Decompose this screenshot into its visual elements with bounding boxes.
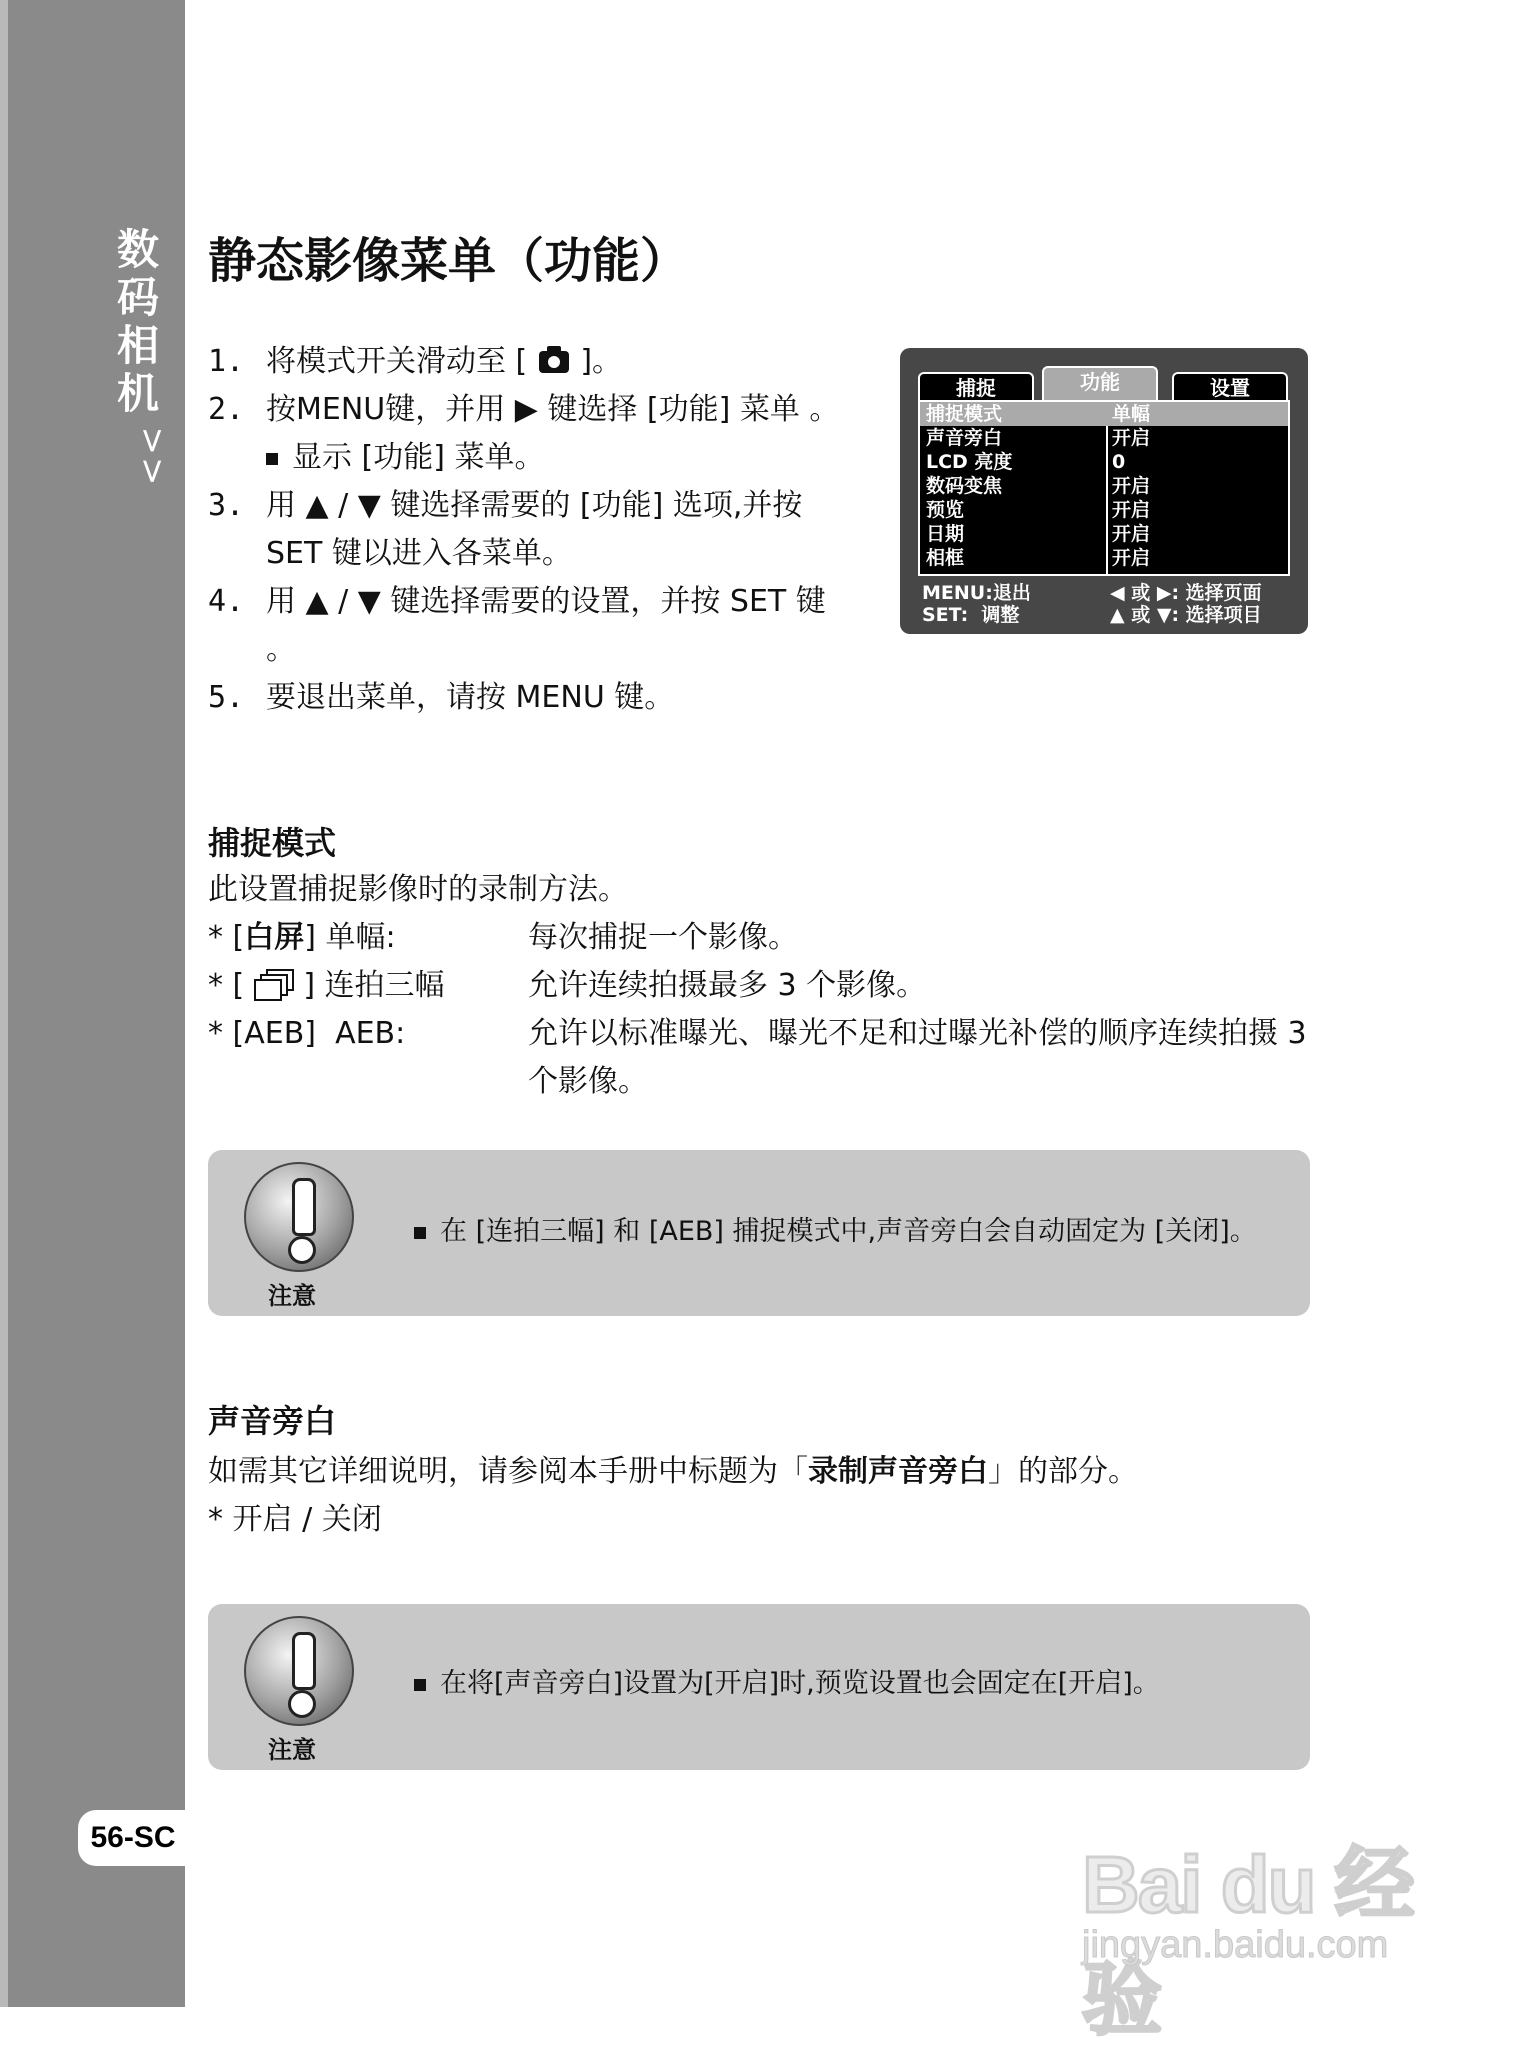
hint-select-item: ▲ 或 ▼: 选择项目 bbox=[1110, 604, 1262, 626]
menu-row-key: LCD 亮度 bbox=[926, 451, 1013, 473]
mode-description: 每次捕捉一个影像。 bbox=[528, 920, 798, 955]
sidebar-edge bbox=[0, 0, 8, 2007]
bullet-square-icon bbox=[414, 1679, 426, 1691]
menu-row-value: 开启 bbox=[1112, 499, 1151, 521]
menu-row-digital-zoom[interactable] bbox=[920, 474, 1288, 498]
menu-row-voice-memo[interactable] bbox=[920, 426, 1288, 450]
menu-row-value: 0 bbox=[1112, 451, 1126, 473]
step-text-start: 将模式开关滑动至 [ bbox=[266, 344, 537, 379]
note-text bbox=[414, 1212, 1257, 1252]
camera-menu-screen bbox=[900, 348, 1308, 634]
note-box-1 bbox=[208, 1150, 1310, 1316]
bullet-square-icon bbox=[266, 453, 278, 465]
sidebar-title: 数 码 相 机 bbox=[116, 225, 159, 418]
warning-exclamation-icon bbox=[244, 1616, 354, 1726]
menu-row-key: 数码变焦 bbox=[926, 475, 1003, 497]
step-number: 5. bbox=[208, 680, 245, 715]
menu-row-value: 开启 bbox=[1112, 523, 1151, 545]
menu-row-frame[interactable] bbox=[920, 546, 1288, 570]
step-5 bbox=[208, 674, 856, 722]
mode-label-prefix: * [ bbox=[208, 968, 254, 1003]
note-text bbox=[414, 1664, 1160, 1704]
tab-capture[interactable]: 捕捉 bbox=[918, 372, 1034, 400]
mode-label-bold: 白屏 bbox=[244, 920, 305, 955]
hint-set-adjust: SET: 调整 bbox=[922, 604, 1020, 626]
watermark-url: jingyan.baidu.com bbox=[1082, 1924, 1389, 1966]
menu-row-key: 预览 bbox=[926, 499, 965, 521]
capture-mode-heading: 捕捉模式 bbox=[208, 824, 337, 862]
sidebar-arrows: >> bbox=[132, 426, 173, 488]
sub-bullet-text: 显示 [功能] 菜单。 bbox=[292, 440, 545, 475]
step-text-end: ]。 bbox=[570, 344, 623, 379]
menu-row-key: 捕捉模式 bbox=[926, 403, 1003, 425]
mode-label bbox=[208, 914, 396, 962]
steps-list bbox=[208, 338, 856, 722]
page-title: 静态影像菜单（功能） bbox=[208, 233, 689, 289]
watermark-logo: Bai du 经验 bbox=[1082, 1840, 1413, 2044]
voice-memo-text-start: 如需其它详细说明，请参阅本手册中标题为「 bbox=[208, 1454, 808, 1489]
step-number: 4. bbox=[208, 584, 245, 619]
menu-row-value: 开启 bbox=[1112, 475, 1151, 497]
step-3 bbox=[208, 482, 856, 578]
mode-label: * [AEB] AEB: bbox=[208, 1016, 406, 1051]
mode-description: 允许连续拍摄最多 3 个影像。 bbox=[528, 968, 927, 1003]
warning-exclamation-icon bbox=[244, 1162, 354, 1272]
menu-row-key: 声音旁白 bbox=[926, 427, 1003, 449]
mode-description: 允许以标准曝光、曝光不足和过曝光补偿的顺序连续拍摄 3 个影像。 bbox=[528, 1016, 1307, 1099]
step-number: 1. bbox=[208, 344, 245, 379]
tab-function[interactable]: 功能 bbox=[1042, 366, 1158, 400]
menu-row-lcd-brightness[interactable] bbox=[920, 450, 1288, 474]
step-2 bbox=[208, 386, 856, 434]
menu-row-preview[interactable] bbox=[920, 498, 1288, 522]
mode-label bbox=[208, 962, 445, 1010]
sub-bullet bbox=[208, 434, 856, 482]
menu-row-key: 相框 bbox=[926, 547, 965, 569]
capture-mode-intro: 此设置捕捉影像时的录制方法。 bbox=[208, 872, 628, 907]
menu-row-date[interactable] bbox=[920, 522, 1288, 546]
bullet-square-icon bbox=[414, 1227, 426, 1239]
hint-menu-exit: MENU:退出 bbox=[922, 582, 1031, 604]
baidu-watermark bbox=[1082, 1800, 1422, 2044]
sidebar bbox=[0, 0, 185, 2007]
voice-memo-text bbox=[208, 1448, 1318, 1496]
burst-mode-icon bbox=[254, 969, 294, 999]
step-text: 要退出菜单，请按 MENU 键。 bbox=[266, 680, 675, 715]
step-number: 2. bbox=[208, 392, 245, 427]
camera-mode-icon bbox=[539, 351, 569, 373]
menu-tabs bbox=[918, 366, 1290, 400]
note-label: 注意 bbox=[268, 1736, 316, 1764]
voice-memo-link-title: 录制声音旁白 bbox=[808, 1454, 988, 1489]
menu-row-key: 日期 bbox=[926, 523, 965, 545]
menu-row-value: 单幅 bbox=[1112, 403, 1151, 425]
menu-list bbox=[918, 400, 1290, 576]
mode-label-suffix: ] 单幅: bbox=[304, 920, 396, 955]
mode-label-prefix: * [ bbox=[208, 920, 245, 955]
note-box-2 bbox=[208, 1604, 1310, 1770]
note-text-content: 在将[声音旁白]设置为[开启]时,预览设置也会固定在[开启]。 bbox=[440, 1668, 1160, 1699]
menu-row-capture-mode[interactable] bbox=[920, 402, 1288, 426]
voice-memo-options: * 开启 / 关闭 bbox=[208, 1502, 382, 1537]
step-4 bbox=[208, 578, 856, 674]
menu-row-value: 开启 bbox=[1112, 427, 1151, 449]
menu-row-value: 开启 bbox=[1112, 547, 1151, 569]
step-text: 用 ▲ / ▼ 键选择需要的设置，并按 SET 键 。 bbox=[266, 584, 826, 667]
note-label: 注意 bbox=[268, 1282, 316, 1310]
note-text-content: 在 [连拍三幅] 和 [AEB] 捕捉模式中,声音旁白会自动固定为 [关闭]。 bbox=[440, 1216, 1257, 1247]
voice-memo-heading: 声音旁白 bbox=[208, 1402, 337, 1440]
step-1 bbox=[208, 338, 856, 386]
hint-select-page: ◀ 或 ▶: 选择页面 bbox=[1110, 582, 1262, 604]
step-number: 3. bbox=[208, 488, 245, 523]
step-text: 用 ▲ / ▼ 键选择需要的 [功能] 选项,并按 SET 键以进入各菜单。 bbox=[266, 488, 803, 571]
voice-memo-text-end: 」的部分。 bbox=[988, 1454, 1138, 1489]
step-text: 按MENU键，并用 ▶ 键选择 [功能] 菜单 。 bbox=[266, 392, 840, 427]
mode-label-suffix: ] 连拍三幅 bbox=[293, 968, 445, 1003]
tab-settings[interactable]: 设置 bbox=[1172, 372, 1288, 400]
page-number: 56-SC bbox=[78, 1810, 188, 1866]
